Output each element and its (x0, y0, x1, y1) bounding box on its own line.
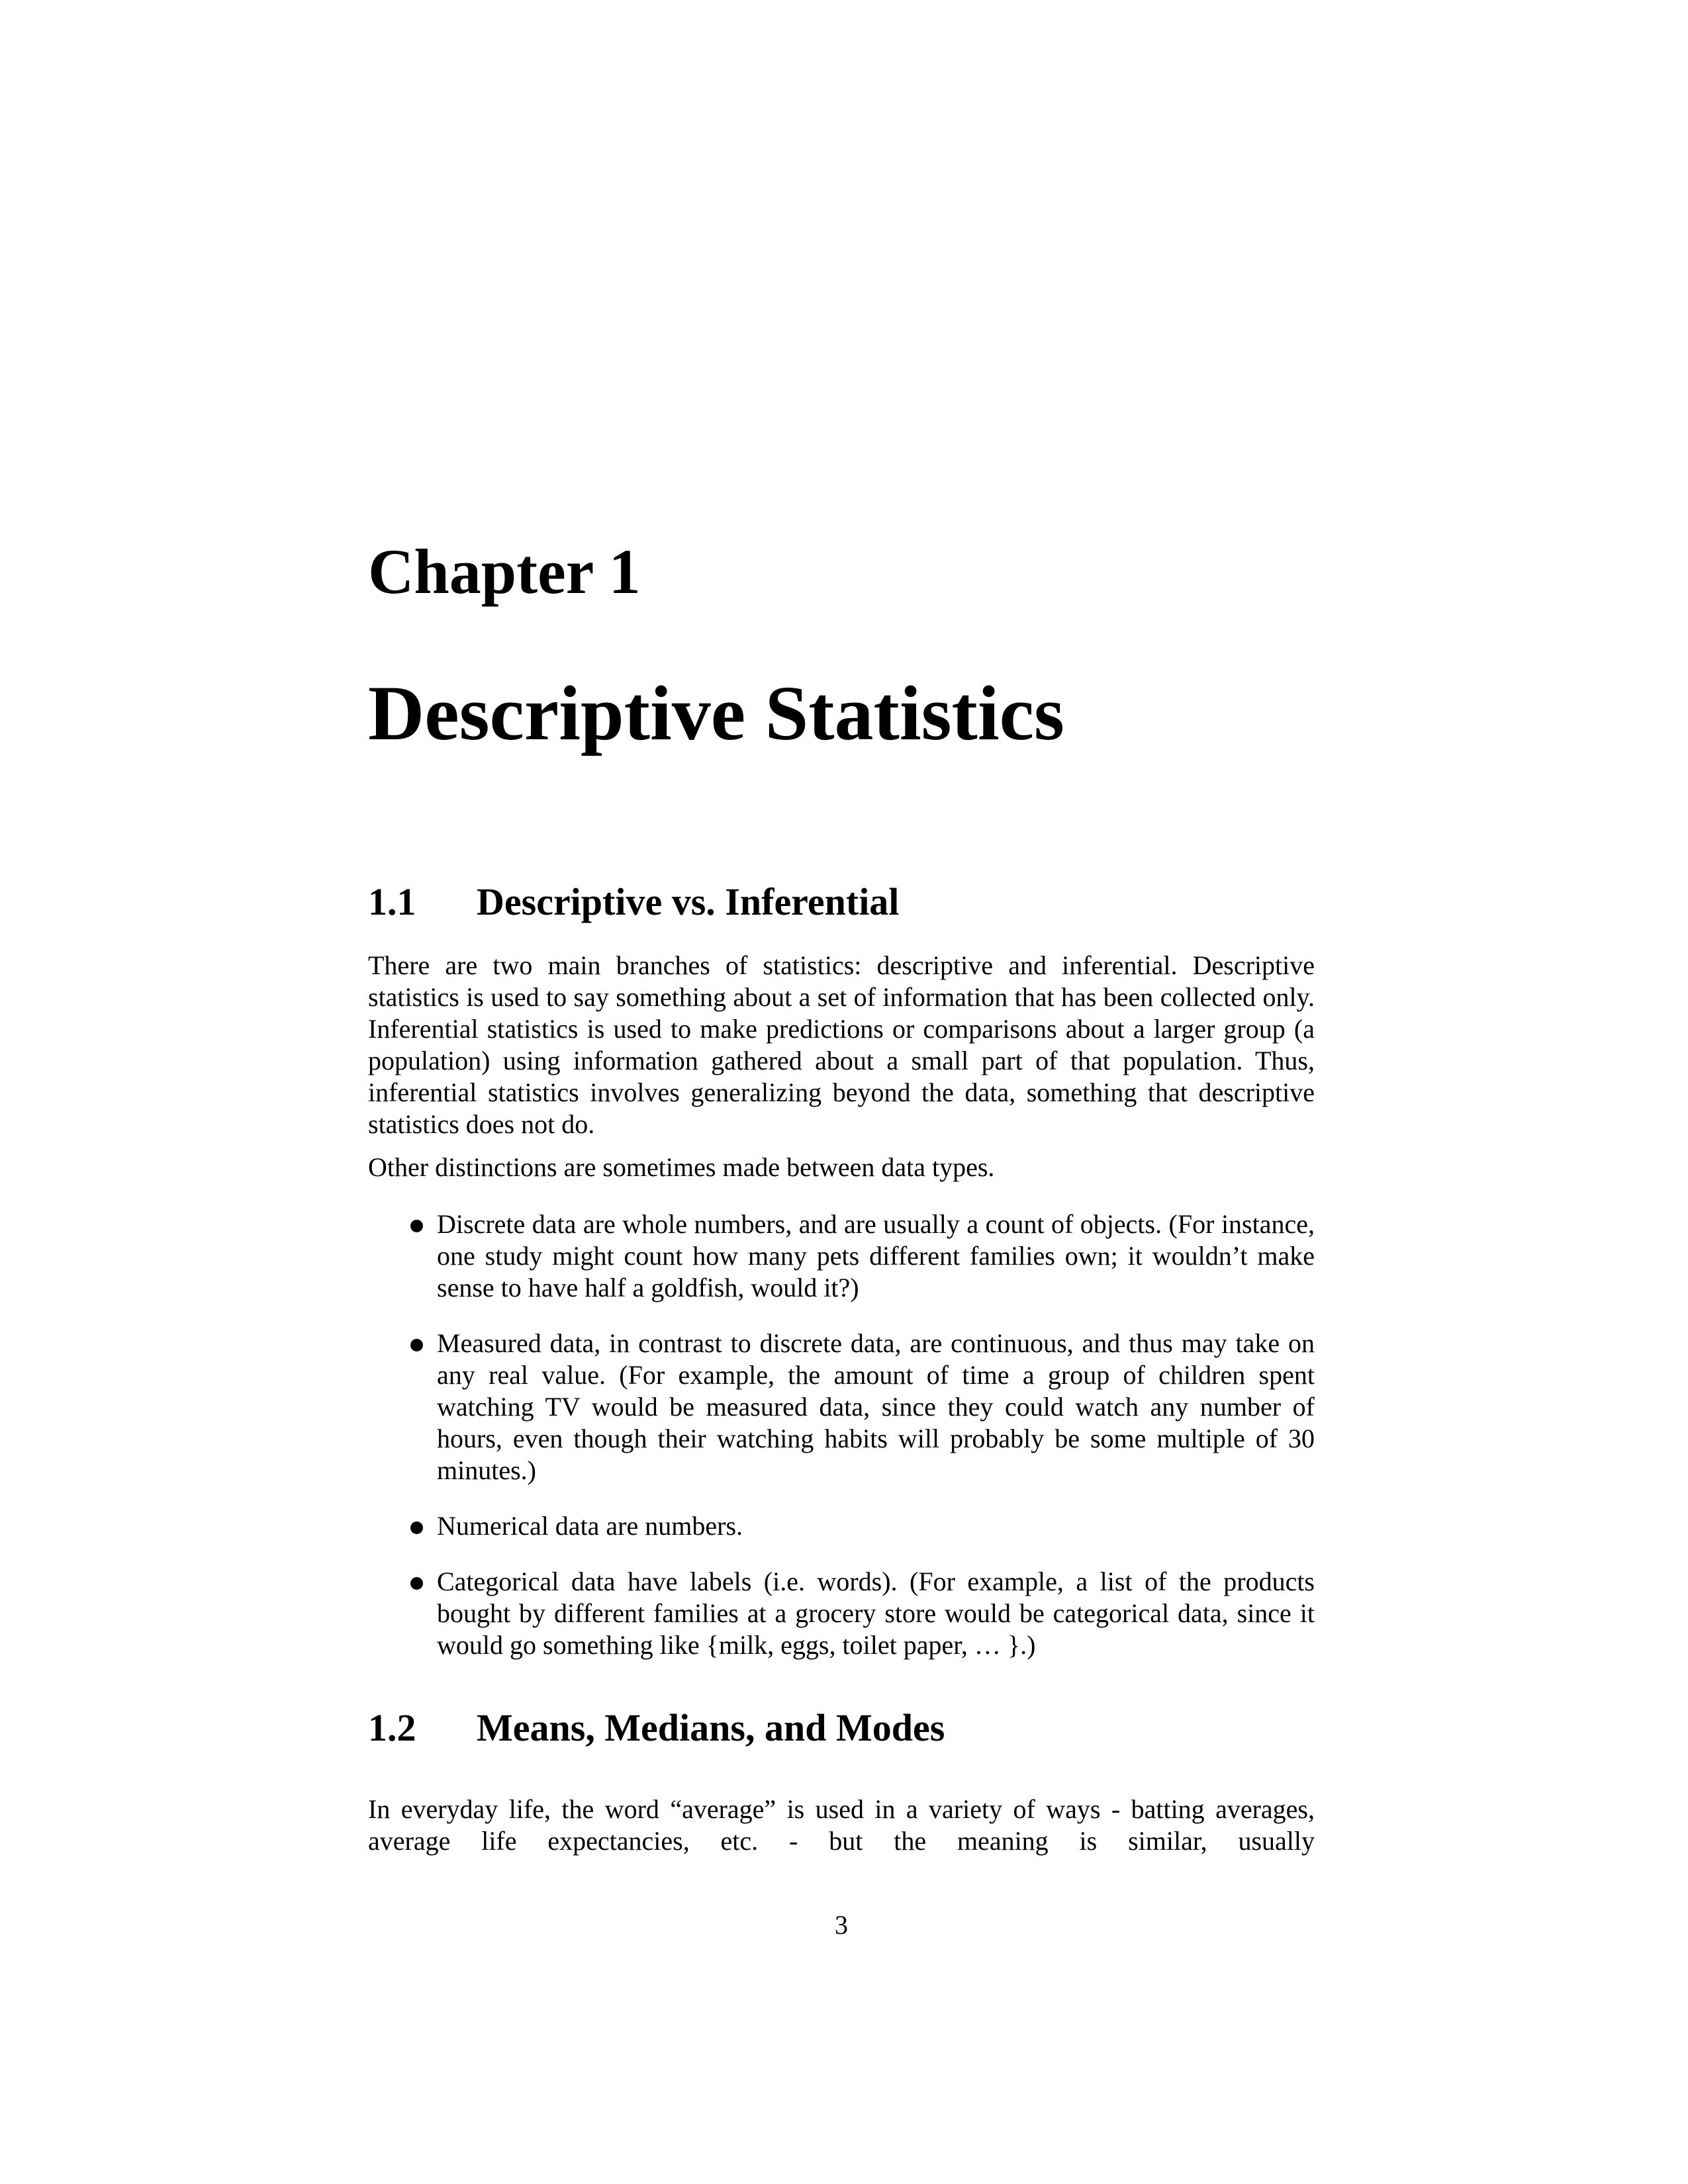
section-title: Descriptive vs. Inferential (477, 880, 900, 923)
paragraph-means-medians-modes: In everyday life, the word “average” is used in a variety of ways - batting averages, average life expectancies, etc. - but the meaning is similar, usually (368, 1794, 1315, 1856)
paragraph-descriptive-vs-inferential: There are two main branches of statistics: descriptive and inferential. Descriptive statistics is used to say something about a set of information that has been collected only. Inferential statistics is used to make predictions or comparisons about a larger group (a population) using information gathered about a small part of that population. Thus, inferential statistics involves generalizing beyond the data, something that descriptive statistics does not do. (368, 950, 1315, 1139)
section-heading-1-2 (368, 1706, 1315, 1749)
data-types-bullet-list (368, 1208, 1315, 1661)
section-heading-1-1 (368, 880, 1315, 923)
list-item-categorical-data: Categorical data have labels (i.e. words). (For example, a list of the products bought by different families at a grocery store would be categorical data, since it would go something like {milk, eggs, toilet paper, … }.) (368, 1566, 1315, 1661)
page-number: 3 (835, 1910, 848, 1940)
section-number: 1.1 (368, 880, 416, 923)
list-item-discrete-data: Discrete data are whole numbers, and are usually a count of objects. (For instance, one study might count how many pets different families own; it wouldn’t make sense to have half a goldfish, would it?) (368, 1208, 1315, 1304)
list-item-measured-data: Measured data, in contrast to discrete data, are continuous, and thus may take on any real value. (For example, the amount of time a group of children spent watching TV would be measured data, since they could watch any number of hours, even though their watching habits will probably be some multiple of 30 minutes.) (368, 1328, 1315, 1486)
list-item-numerical-data: Numerical data are numbers. (368, 1510, 1315, 1542)
chapter-label: Chapter 1 (368, 536, 641, 607)
section-number: 1.2 (368, 1706, 416, 1749)
chapter-title: Descriptive Statistics (368, 670, 1064, 756)
text-column (368, 0, 1315, 2184)
section-title: Means, Medians, and Modes (477, 1706, 945, 1749)
paragraph-other-distinctions: Other distinctions are sometimes made between data types. (368, 1152, 995, 1182)
